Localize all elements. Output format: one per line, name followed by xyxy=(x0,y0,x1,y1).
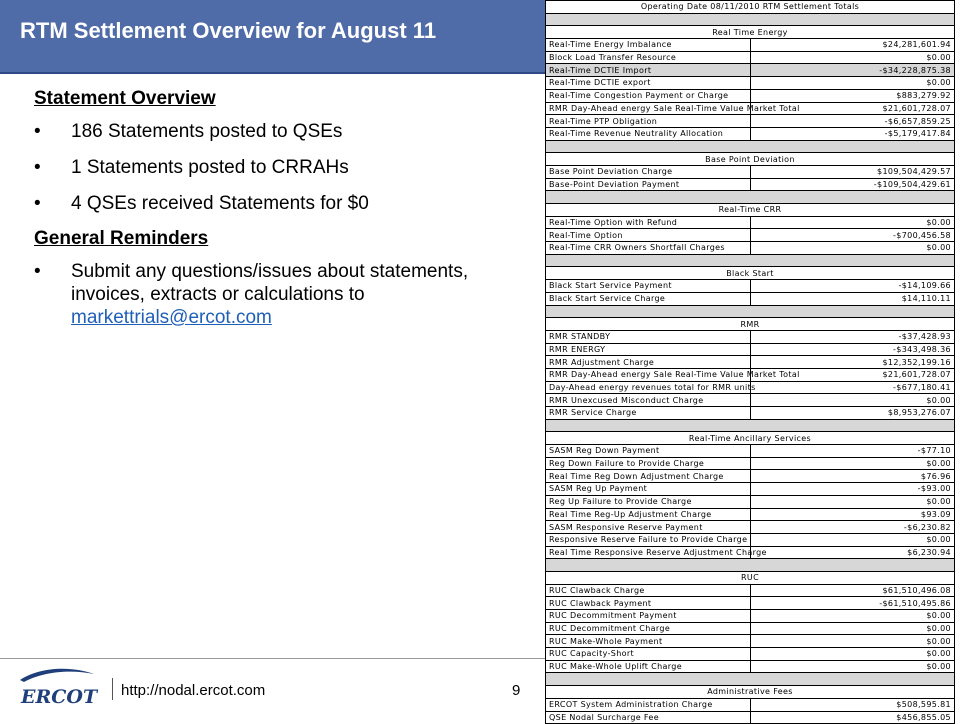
table-row xyxy=(546,610,955,623)
section-heading-cell: Real Time Energy xyxy=(546,26,955,39)
line-item-label: RUC Decommitment Charge xyxy=(546,622,751,635)
line-item-amount: $0.00 xyxy=(750,622,955,635)
line-item-amount: $883,279.92 xyxy=(750,89,955,102)
table-row xyxy=(546,495,955,508)
section-spacer-cell xyxy=(546,191,955,204)
section-heading-cell: RUC xyxy=(546,571,955,584)
line-item-amount: $0.00 xyxy=(750,457,955,470)
line-item-amount: $0.00 xyxy=(750,51,955,64)
line-item-label: Real-Time Energy Imbalance xyxy=(546,39,751,52)
line-item-amount: $0.00 xyxy=(750,648,955,661)
section-spacer-cell xyxy=(546,140,955,153)
statement-overview-list xyxy=(34,120,504,215)
table-row xyxy=(546,635,955,648)
table-row xyxy=(546,64,955,77)
table-row xyxy=(546,330,955,343)
line-item-label: RUC Capacity-Short xyxy=(546,648,751,661)
section-spacer-row xyxy=(546,305,955,318)
line-item-amount: $0.00 xyxy=(750,77,955,90)
table-row xyxy=(546,508,955,521)
table-row xyxy=(546,292,955,305)
line-item-label: Real-Time Revenue Neutrality Allocation xyxy=(546,127,751,140)
section-spacer-cell xyxy=(546,13,955,26)
line-item-amount: $76.96 xyxy=(750,470,955,483)
line-item-label: RMR Unexcused Misconduct Charge xyxy=(546,394,751,407)
table-row xyxy=(546,102,955,115)
line-item-label: Block Load Transfer Resource xyxy=(546,51,751,64)
section-heading-real-time-ancillary-services xyxy=(546,432,955,445)
section-spacer-cell xyxy=(546,673,955,686)
line-item-amount: -$6,657,859.25 xyxy=(750,115,955,128)
slide-body xyxy=(34,88,504,342)
line-item-label: QSE Nodal Surcharge Fee xyxy=(546,711,751,724)
line-item-label: Reg Up Failure to Provide Charge xyxy=(546,495,751,508)
line-item-label: Black Start Service Charge xyxy=(546,292,751,305)
section-heading-cell: Base Point Deviation xyxy=(546,153,955,166)
table-row xyxy=(546,711,955,724)
table-row xyxy=(546,178,955,191)
section-spacer-cell xyxy=(546,559,955,572)
line-item-label: RMR ENERGY xyxy=(546,343,751,356)
line-item-label: RMR Day-Ahead energy Sale Real-Time Value Market Total xyxy=(546,102,751,115)
table-row xyxy=(546,445,955,458)
table-row xyxy=(546,368,955,381)
line-item-label: RUC Make-Whole Payment xyxy=(546,635,751,648)
table-row xyxy=(546,77,955,90)
line-item-label: RUC Decommitment Payment xyxy=(546,610,751,623)
table-row xyxy=(546,242,955,255)
settlement-table-body xyxy=(546,1,955,724)
table-row xyxy=(546,698,955,711)
section-heading-cell: Black Start xyxy=(546,267,955,280)
bullet-item xyxy=(34,156,504,179)
line-item-amount: -$93.00 xyxy=(750,483,955,496)
line-item-amount: -$61,510,495.86 xyxy=(750,597,955,610)
table-row xyxy=(546,51,955,64)
table-row xyxy=(546,39,955,52)
table-row xyxy=(546,546,955,559)
section-spacer-cell xyxy=(546,254,955,267)
line-item-label: Real-Time CRR Owners Shortfall Charges xyxy=(546,242,751,255)
table-row xyxy=(546,648,955,661)
section-spacer-cell xyxy=(546,419,955,432)
line-item-amount: -$6,230.82 xyxy=(750,521,955,534)
table-row xyxy=(546,165,955,178)
line-item-amount: $6,230.94 xyxy=(750,546,955,559)
bullet-item xyxy=(34,120,504,143)
page-number: 9 xyxy=(512,682,521,699)
line-item-label: Real Time Responsive Reserve Adjustment Charge xyxy=(546,546,751,559)
table-row xyxy=(546,521,955,534)
general-reminders-list xyxy=(34,260,504,329)
line-item-amount: -$14,109.66 xyxy=(750,280,955,293)
bullet-text: 1 Statements posted to CRRAHs xyxy=(71,157,349,178)
reminder-text: Submit any questions/issues about statements, invoices, extracts or calculations to xyxy=(71,261,469,305)
line-item-amount: -$5,179,417.84 xyxy=(750,127,955,140)
table-row xyxy=(546,622,955,635)
line-item-label: Real-Time DCTIE export xyxy=(546,77,751,90)
bullet-icon: • xyxy=(34,121,41,142)
line-item-label: Responsive Reserve Failure to Provide Charge xyxy=(546,533,751,546)
section-heading-cell: Real-Time Ancillary Services xyxy=(546,432,955,445)
section-heading-black-start xyxy=(546,267,955,280)
section-heading-base-point-deviation xyxy=(546,153,955,166)
line-item-amount: $21,601,728.07 xyxy=(750,102,955,115)
section-heading-real-time-energy xyxy=(546,26,955,39)
line-item-label: RUC Clawback Payment xyxy=(546,597,751,610)
line-item-amount: $0.00 xyxy=(750,533,955,546)
bullet-text: 186 Statements posted to QSEs xyxy=(71,121,343,142)
line-item-label: Real-Time Option xyxy=(546,229,751,242)
section-heading-cell: RMR xyxy=(546,318,955,331)
table-row xyxy=(546,407,955,420)
section-spacer-row xyxy=(546,140,955,153)
table-row xyxy=(546,660,955,673)
line-item-label: SASM Reg Up Payment xyxy=(546,483,751,496)
table-row xyxy=(546,394,955,407)
section-heading-cell: Administrative Fees xyxy=(546,686,955,699)
section-spacer-row xyxy=(546,419,955,432)
bullet-icon: • xyxy=(34,193,41,214)
table-row xyxy=(546,127,955,140)
line-item-label: RMR Adjustment Charge xyxy=(546,356,751,369)
line-item-label: SASM Reg Down Payment xyxy=(546,445,751,458)
section-spacer-row xyxy=(546,13,955,26)
table-row xyxy=(546,115,955,128)
line-item-amount: $24,281,601.94 xyxy=(750,39,955,52)
line-item-amount: $0.00 xyxy=(750,610,955,623)
line-item-label: Real-Time DCTIE Import xyxy=(546,64,751,77)
line-item-label: RMR Day-Ahead energy Sale Real-Time Value Market Total xyxy=(546,368,751,381)
table-row xyxy=(546,533,955,546)
line-item-amount: $0.00 xyxy=(750,635,955,648)
line-item-label: RUC Clawback Charge xyxy=(546,584,751,597)
bullet-item xyxy=(34,260,504,329)
table-row xyxy=(546,216,955,229)
table-row xyxy=(546,470,955,483)
line-item-amount: $0.00 xyxy=(750,495,955,508)
line-item-label: RMR Service Charge xyxy=(546,407,751,420)
section-spacer-row xyxy=(546,673,955,686)
section-spacer-row xyxy=(546,254,955,267)
section-heading-cell: Real-Time CRR xyxy=(546,204,955,217)
table-row xyxy=(546,381,955,394)
line-item-amount: $14,110.11 xyxy=(750,292,955,305)
line-item-label: Real-Time Congestion Payment or Charge xyxy=(546,89,751,102)
table-row xyxy=(546,280,955,293)
section-spacer-row xyxy=(546,191,955,204)
section-heading-ruc xyxy=(546,571,955,584)
line-item-label: Day-Ahead energy revenues total for RMR units xyxy=(546,381,751,394)
line-item-label: Real Time Reg-Up Adjustment Charge xyxy=(546,508,751,521)
section-heading-rmr xyxy=(546,318,955,331)
line-item-amount: -$677,180.41 xyxy=(750,381,955,394)
title-banner-underline xyxy=(0,72,545,74)
line-item-amount: $0.00 xyxy=(750,242,955,255)
section-spacer-cell xyxy=(546,305,955,318)
settlement-totals-panel xyxy=(545,0,955,724)
bullet-icon: • xyxy=(34,261,41,282)
support-email-link[interactable]: markettrials@ercot.com xyxy=(71,307,272,328)
line-item-label: Base Point Deviation Charge xyxy=(546,165,751,178)
table-row xyxy=(546,89,955,102)
line-item-amount: -$37,428.93 xyxy=(750,330,955,343)
bullet-item xyxy=(34,192,504,215)
line-item-amount: $109,504,429.57 xyxy=(750,165,955,178)
line-item-amount: -$109,504,429.61 xyxy=(750,178,955,191)
table-row xyxy=(546,343,955,356)
general-reminders-heading: General Reminders xyxy=(34,228,209,249)
section-spacer-row xyxy=(546,559,955,572)
ercot-logo xyxy=(14,666,98,710)
table-row xyxy=(546,457,955,470)
table-row xyxy=(546,483,955,496)
line-item-amount: $456,855.05 xyxy=(750,711,955,724)
bullet-text: 4 QSEs received Statements for $0 xyxy=(71,193,369,214)
line-item-label: Base-Point Deviation Payment xyxy=(546,178,751,191)
table-row xyxy=(546,229,955,242)
footer-url: http://nodal.ercot.com xyxy=(121,682,266,699)
line-item-amount: $0.00 xyxy=(750,660,955,673)
line-item-label: Real Time Reg Down Adjustment Charge xyxy=(546,470,751,483)
line-item-amount: -$343,498.36 xyxy=(750,343,955,356)
bullet-icon: • xyxy=(34,157,41,178)
line-item-label: Reg Down Failure to Provide Charge xyxy=(546,457,751,470)
line-item-amount: $8,953,276.07 xyxy=(750,407,955,420)
line-item-amount: -$34,228,875.38 xyxy=(750,64,955,77)
line-item-amount: $12,352,199.16 xyxy=(750,356,955,369)
line-item-amount: $0.00 xyxy=(750,394,955,407)
logo-text: ERCOT xyxy=(21,686,98,708)
statement-overview-heading: Statement Overview xyxy=(34,88,216,109)
line-item-label: SASM Responsive Reserve Payment xyxy=(546,521,751,534)
line-item-label: Real-Time Option with Refund xyxy=(546,216,751,229)
settlement-totals-table xyxy=(545,0,955,724)
footer-separator xyxy=(112,678,113,700)
line-item-amount: $61,510,496.08 xyxy=(750,584,955,597)
footer-divider xyxy=(0,658,545,659)
table-title-row xyxy=(546,1,955,14)
line-item-amount: -$700,456.58 xyxy=(750,229,955,242)
line-item-amount: $0.00 xyxy=(750,216,955,229)
line-item-amount: $93.09 xyxy=(750,508,955,521)
table-row xyxy=(546,584,955,597)
table-row xyxy=(546,597,955,610)
section-heading-administrative-fees xyxy=(546,686,955,699)
line-item-label: ERCOT System Administration Charge xyxy=(546,698,751,711)
table-row xyxy=(546,356,955,369)
section-heading-real-time-crr xyxy=(546,204,955,217)
line-item-label: RUC Make-Whole Uplift Charge xyxy=(546,660,751,673)
line-item-label: Real-Time PTP Obligation xyxy=(546,115,751,128)
line-item-label: Black Start Service Payment xyxy=(546,280,751,293)
line-item-amount: $508,595.81 xyxy=(750,698,955,711)
line-item-amount: $21,601,728.07 xyxy=(750,368,955,381)
line-item-amount: -$77.10 xyxy=(750,445,955,458)
slide-title: RTM Settlement Overview for August 11 xyxy=(20,18,437,43)
line-item-label: RMR STANDBY xyxy=(546,330,751,343)
table-title: Operating Date 08/11/2010 RTM Settlement Totals xyxy=(546,1,955,14)
